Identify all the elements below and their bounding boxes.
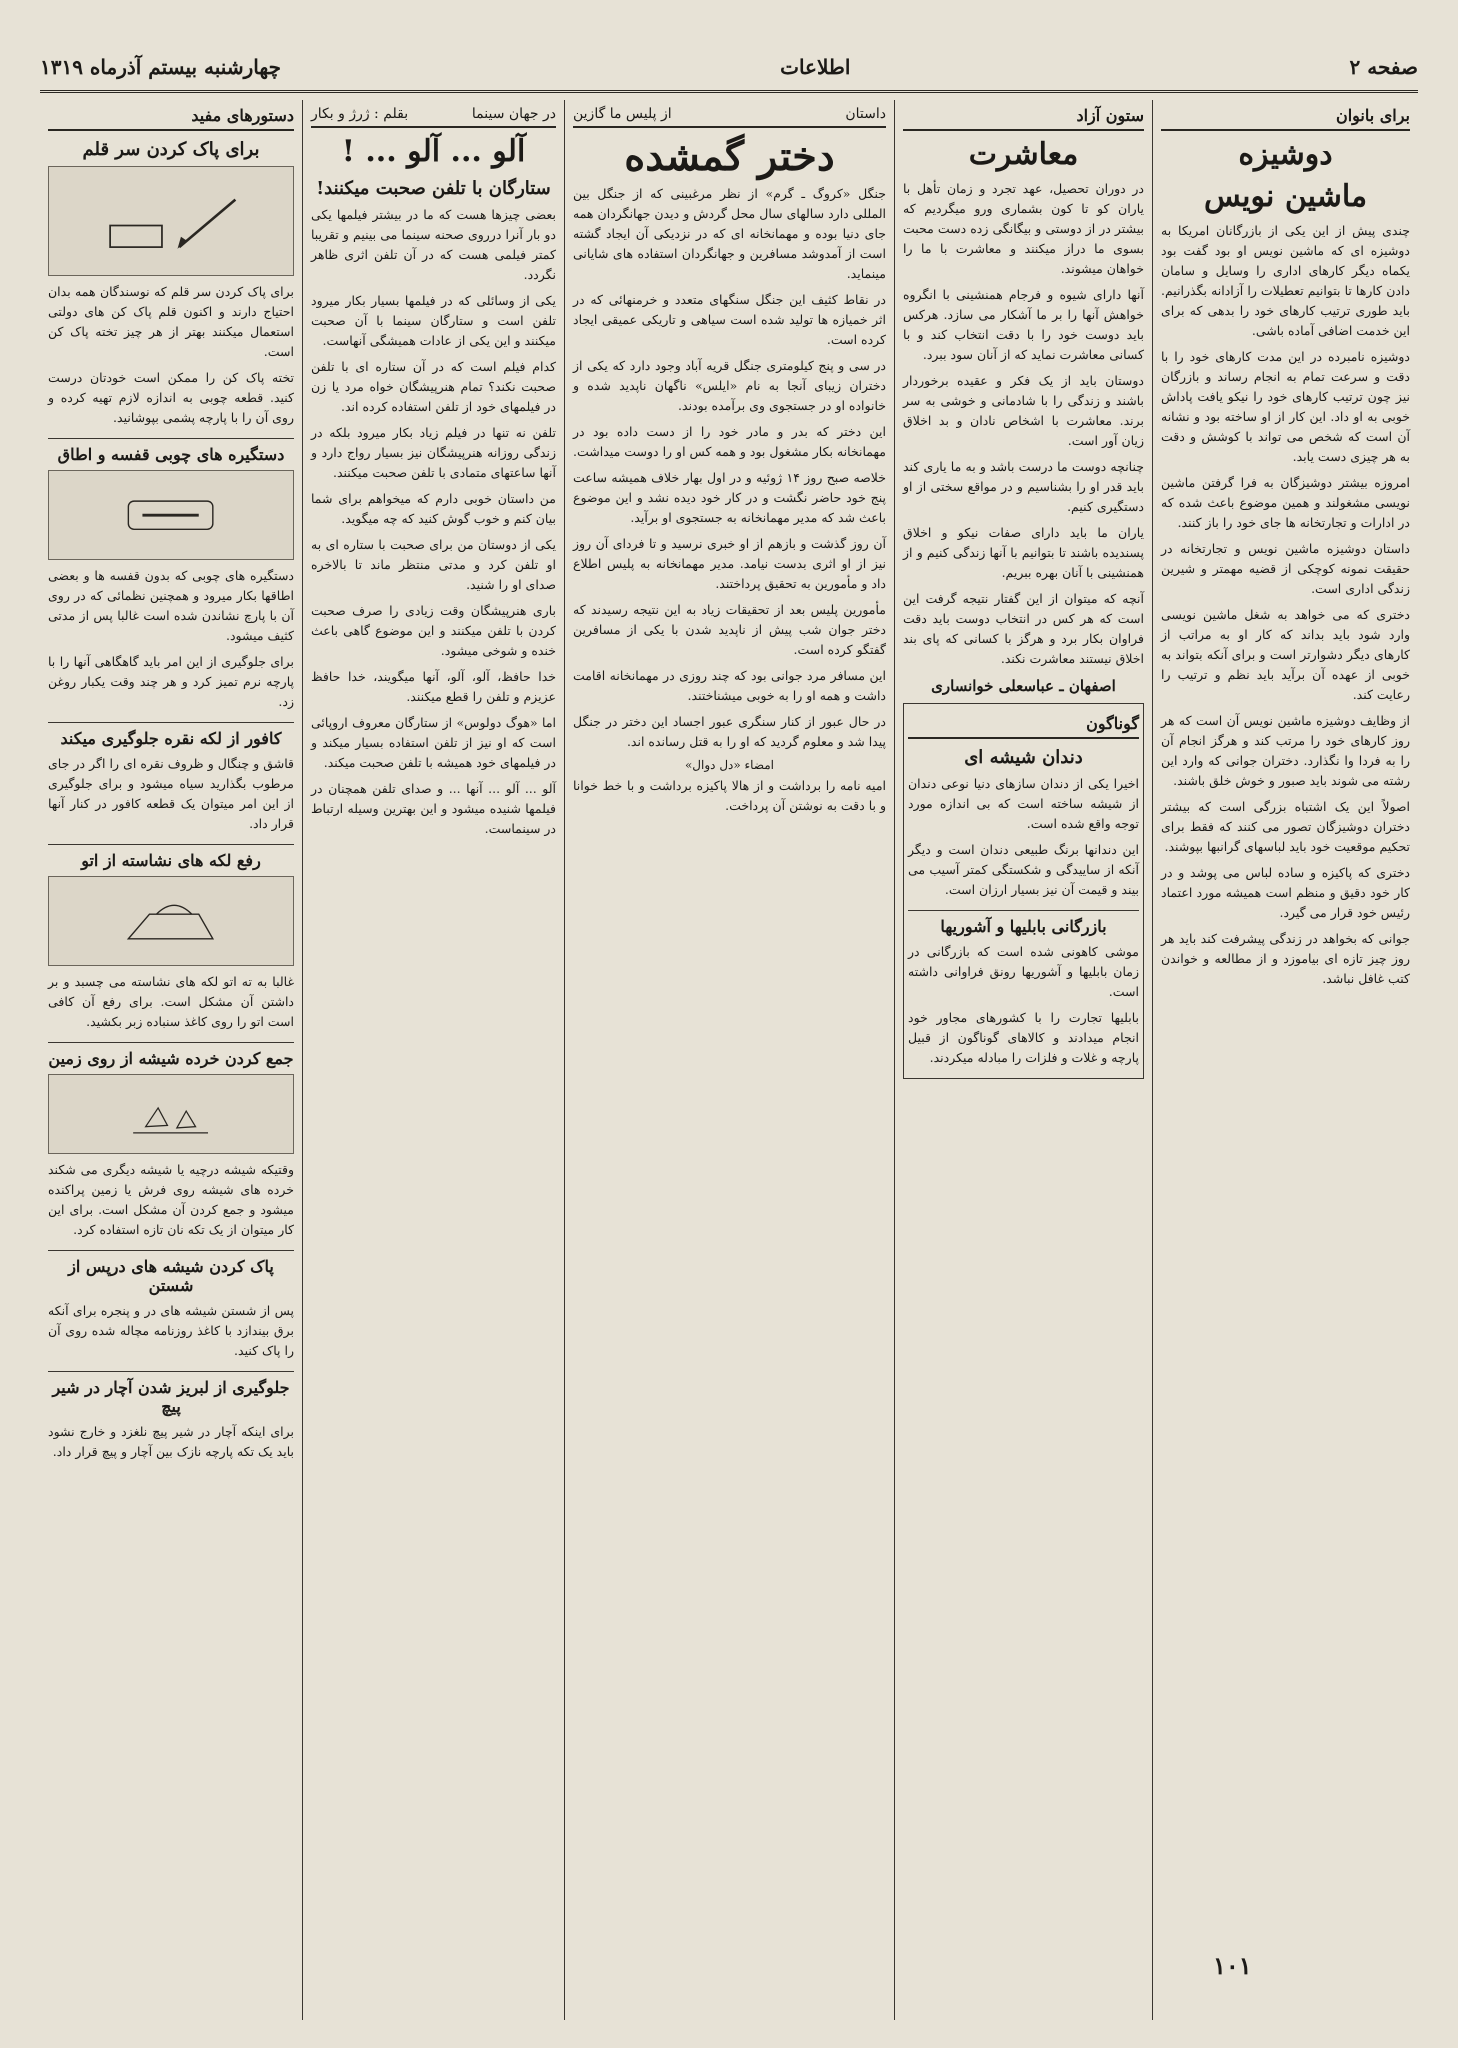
- paragraph: چندی پیش از این یکی از بازرگانان امریکا به دوشیزه ای که ماشین نویس او بود گفت بود یکماه دیگر کارهای اداری را وسایل و سامان دادن کارها تا بتوانیم تعطیلات را آزادانه بگذرانیم. باید طوری ترتیب کارهای خود را بدهی که برای این خدمت اضافی آماده باشی.: [1161, 223, 1410, 338]
- sign-off: امضاء «دل دوال»: [684, 758, 775, 772]
- paragraph: تلفن نه تنها در فیلم زیاد بکار میرود بلکه در زندگی روزانه هنرپیشگان نیز بسیار رواج دارد و آنها ساعتهای متمادی با تلفن صحبت میکنند.: [311, 425, 556, 480]
- paragraph: چنانچه دوست ما درست باشد و به ما یاری کند باید قدر او را بشناسیم و در مواقع سختی از او دستگیری کنیم.: [903, 459, 1144, 514]
- paragraph: یکی از وسائلی که در فیلمها بسیار بکار میرود تلفن است و ستارگان سینما با آن صحبت میکنند و این یکی از عادات همیشگی آنهاست.: [311, 293, 556, 348]
- paragraph: جوانی که بخواهد در زندگی پیشرفت کند باید هر روز چیز تازه ای بیاموزد و از مطالعه و خواندن کتب غافل نباشد.: [1161, 931, 1410, 986]
- headline-line-2: ماشین نویس: [1203, 179, 1368, 214]
- paragraph: دستگیره های چوبی که بدون قفسه ها و بعضی اطاقها بکار میرود و همچنین نظمائی که در روی آن با پارچ نشاندن شده است غالبا پس از مدتی کثیف میشود.: [48, 568, 294, 643]
- paragraph: در حال عبور از کنار سنگری عبور اجساد این دختر در جنگل پیدا شد و معلوم گردید که او را به قتل رسانده اند.: [573, 714, 886, 749]
- paragraph: آن روز گذشت و بازهم از او خبری نرسید و تا فردای آن روز نیز از او اثری بدست نیامد. مدیر مهمانخانه به پلیس اطلاع داد و مأمورین به تحقیق پرداختند.: [573, 536, 886, 591]
- section-label: در جهان سینما: [471, 106, 556, 122]
- paragraph: برای پاک کردن سر قلم که نوسندگان همه بدان احتیاج دارند و اکنون قلم پاک کن های دولتی استعمال میکنند بهتر از هر چیز تخته پاک کن است.: [48, 284, 294, 359]
- section-label: داستان: [845, 106, 886, 122]
- paragraph: خلاصه صبح روز ۱۴ ژوئیه و در اول بهار خلاف همیشه ساعت پنج خود حاضر نگشت و در کار خود دیده نشد و این موضوع باعث شد که مدیر مهمانخانه به جستجوی او برآید.: [573, 470, 886, 525]
- misc-label: گوناگون: [908, 708, 1139, 739]
- paragraph: جنگل «کروگ ـ گرم» از نظر مرغبینی که از جنگل بین المللی دارد سالهای سال محل گردش و دیدن جهانگردان همه جای دنیا بوده و مهمانخانه ای که در نزدیکی آن ایجاد گشته است از آمدوشد مسافرین و جهانگردان استفاده های شایانی مینماید.: [573, 186, 886, 281]
- paragraph: باری هنرپیشگان وقت زیادی را صرف صحبت کردن با تلفن میکنند و این موضوع گاهی باعث خنده و شوخی میشود.: [311, 603, 556, 658]
- paragraph: یکی از دوستان من برای صحبت با ستاره ای به او تلفن کرد و مدتی منتظر ماند تا بالاخره صدای او را شنید.: [311, 537, 556, 592]
- paragraph: دوستان باید از یک فکر و عقیده برخوردار باشند و زندگی را با شادمانی و خوشی به سر برند. معاشرت با اشخاص نادان و بد اخلاق زیان آور است.: [903, 373, 1144, 448]
- columns: [40, 100, 1418, 2020]
- story-header: [573, 100, 886, 128]
- misc-section: [903, 703, 1144, 1079]
- paragraph: آنچه که میتوان از این گفتار نتیجه گرفت این است که هر کس در انتخاب دوست باید دقت فراوان بکار برد و هرگز با کسانی که پای بند اخلاق نیستند معاشرت نکند.: [903, 591, 1144, 666]
- paragraph: امروزه بیشتر دوشیزگان به فرا گرفتن ماشین نویسی مشغولند و همین موضوع باعث شده که در ادارات و تجارتخانه ها جای خود را باز کنند.: [1161, 475, 1410, 530]
- author-signature: اصفهان ـ عباسعلی خوانساری: [931, 677, 1116, 695]
- issue-date: چهارشنبه بیستم آذرماه ۱۳۱۹: [40, 55, 281, 79]
- tip-heading: رفع لکه های نشاسته از اتو: [48, 844, 294, 870]
- headline: معاشرت: [968, 137, 1079, 172]
- cinema-header: [311, 100, 556, 128]
- paragraph: بعضی چیزها هست که ما در بیشتر فیلمها یکی دو بار آنرا درروی صحنه سینما می بینیم و تقریبا کمتر فیلمی هست که در آن تلفن اثری ظاهر نگردد.: [311, 207, 556, 282]
- story-column: [564, 100, 894, 2020]
- paragraph: این دختر که بدر و مادر خود را از دست داده بود در مهمانخانه بکار مشغول بود و همه کس او را دوست میداشت.: [573, 424, 886, 459]
- paragraph: یاران ما باید دارای صفات نیکو و اخلاق پسندیده باشند تا بتوانیم با آنها زندگی کنیم و از همنشینی با آنان بهره ببریم.: [903, 525, 1144, 580]
- tip-heading: دستگیره های چوبی قفسه و اطاق: [48, 438, 294, 464]
- paragraph: خدا حافظ، آلو، آلو، آنها میگویند، خدا حافظ عزیزم و تلفن را قطع میکنند.: [311, 669, 556, 704]
- headline: آلو ... آلو ... !: [341, 134, 526, 169]
- credit: بقلم : ژرژ و بکار: [311, 106, 409, 122]
- paragraph: این مسافر مرد جوانی بود که چند روزی در مهمانخانه اقامت داشت و همه او را به خوبی میشناختند.: [573, 668, 886, 703]
- paragraph: غالبا به ته اتو لکه های نشاسته می چسبد و بر داشتن آن مشکل است. برای رفع آن کافی است اتو را روی کاغذ سنباده زبر بکشید.: [48, 974, 294, 1029]
- paragraph: مأمورین پلیس بعد از تحقیقات زیاد به این نتیجه رسیدند که دختر جوان شب پیش از ناپدید شدن با یکی از مسافرین گفتگو کرده است.: [573, 602, 886, 657]
- paragraph: اخیرا یکی از دندان سازهای دنیا نوعی دندان از شیشه ساخته است که بی اندازه مورد توجه واقع شده است.: [908, 776, 1139, 831]
- section-label: برای بانوان: [1161, 100, 1410, 131]
- section-label: ستون آزاد: [903, 100, 1144, 131]
- section-label: دستورهای مفید: [48, 100, 294, 131]
- tip-heading: جلوگیری از لبریز شدن آچار در شیر پیچ: [48, 1371, 294, 1416]
- paragraph: آلو ... آلو ... آنها ... و صدای تلفن همچنان در فیلمها شنیده میشود و این بهترین وسیله ارتباط در سینماست.: [311, 781, 556, 836]
- paragraph: داستان دوشیزه ماشین نویس و تجارتخانه در حقیقت نمونه کوچکی از قضیه مهمتر و شیرین زندگی اداری است.: [1161, 541, 1410, 596]
- masthead: [40, 44, 1418, 93]
- paragraph: امیه نامه را برداشت و از هالا پاکیزه برداشت و با خط خوانا و با دقت به نوشتن آن پرداخت.: [573, 778, 886, 813]
- paragraph: دختری که می خواهد به شغل ماشین نویسی وارد شود باید بداند که کار او به مراتب از کارهای دیگر دشوارتر است و برای آنکه بتواند به خوبی از عهده آن برآید باید نظم و ترتیب را رعایت کند.: [1161, 607, 1410, 702]
- paragraph: من داستان خوبی دارم که میخواهم برای شما بیان کنم و خوب گوش کنید که چه میگوید.: [311, 491, 556, 526]
- glass-illustration: [48, 1074, 294, 1154]
- handle-icon: [73, 480, 268, 550]
- paragraph: برای جلوگیری از این امر باید گاهگاهی آنها را با پارچه نرم تمیز کرد و هر چند وقت یکبار روغن زد.: [48, 654, 294, 709]
- page-label: صفحه ۲: [1349, 55, 1418, 79]
- handle-illustration: [48, 470, 294, 560]
- free-column: [894, 100, 1152, 2020]
- tip-heading: پاک کردن شیشه های درپس از شستن: [48, 1250, 294, 1295]
- series-label: از پلیس ما گازین: [573, 106, 672, 122]
- misc-subheadline: بازرگانی بابلیها و آشوریها: [908, 910, 1139, 936]
- subheadline: ستارگان با تلفن صحبت میکنند!: [316, 178, 551, 199]
- cinema-column: [302, 100, 564, 2020]
- iron-illustration: [48, 876, 294, 966]
- paragraph: از وظایف دوشیزه ماشین نویس آن است که هر روز کارهای خود را مرتب کند و هرگز انجام آن را به فردا وا نگذارد. دختران جوانی که وارد این رشته می شوند باید صبور و خوش خلق باشند.: [1161, 713, 1410, 788]
- paragraph: بابلیها تجارت را با کشورهای مجاور خود انجام میدادند و کالاهای گوناگون از قبیل پارچه و غلات و فلزات را مبادله میکردند.: [908, 1010, 1139, 1065]
- headline-line-1: دوشیزه: [1238, 137, 1333, 172]
- tip-heading: کافور از لکه نقره جلوگیری میکند: [48, 722, 294, 748]
- headline: دختر گمشده: [624, 133, 835, 180]
- paragraph: اصولاً این یک اشتباه بزرگی است که بیشتر دختران دوشیزگان تصور می کنند که فقط برای تحکیم موقعیت خود باید لباسهای گرانبها بپوشند.: [1161, 799, 1410, 854]
- paragraph: در دوران تحصیل، عهد تجرد و زمان تأهل با یاران کو تا کون بشماری ورو میگردیم که بیشتر در از دوستی و بیگانگی زده دست محبت بسوی ما دراز میکنند و معاشرت با ما را خواهان میشوند.: [903, 181, 1144, 276]
- paragraph: دختری که پاکیزه و ساده لباس می پوشد و در کار خود دقیق و منظم است همیشه مورد اعتماد رئیس خود قرار می گیرد.: [1161, 865, 1410, 920]
- paragraph: وقتیکه شیشه درچیه یا شیشه دیگری می شکند خرده های شیشه روی فرش یا زمین پراکنده میشود و جمع کردن آن مشکل است. برای این کار میتوان از یک تکه نان تازه استفاده کرد.: [48, 1162, 294, 1237]
- paragraph: کدام فیلم است که در آن ستاره ای با تلفن صحبت نکند؟ تمام هنرپیشگان خواه مرد یا زن در فیلمهای خود از تلفن استفاده کرده اند.: [311, 359, 556, 414]
- tips-column: [40, 100, 302, 2020]
- iron-icon: [73, 886, 268, 956]
- paragraph: دوشیزه نامبرده در این مدت کارهای خود را با دقت و سرعت تمام به انجام رساند و بازرگان نیز چون ترتیب کارهای خود را نیکو یافت پاداش خوبی به او داد. این کار از او ساخته بود و نشانه آن است که شخص می تواند با کوشش و دقت به هر چیزی دست یابد.: [1161, 349, 1410, 464]
- pen-illustration: [48, 166, 294, 276]
- paragraph: این دندانها برنگ طبیعی دندان است و دیگر آنکه از ساییدگی و شکستگی کمتر آسیب می بیند و قیمت آن نیز بسیار ارزان است.: [908, 842, 1139, 897]
- paragraph: قاشق و چنگال و ظروف نقره ای را اگر در جای مرطوب بگذارید سیاه میشود و برای جلوگیری از این امر میتوان یک قطعه کافور در کنار آنها قرار داد.: [48, 756, 294, 831]
- paper-name: اطلاعات: [780, 55, 851, 79]
- pen-icon: [73, 178, 268, 264]
- paragraph: پس از شستن شیشه های در و پنجره برای آنکه برق بیندازد با کاغذ روزنامه مچاله شده روی آن را پاک کنید.: [48, 1303, 294, 1358]
- misc-headline: دندان شیشه ای: [964, 747, 1083, 768]
- women-column: [1152, 100, 1418, 2020]
- paragraph: آنها دارای شیوه و فرجام همنشینی با انگروه خواهش آنها را بر ما آشکار می سازد. هرکس باید دوست خود را با دقت انتخاب کند و با کسانی معاشرت نماید که از آنان سود ببرد.: [903, 287, 1144, 362]
- paragraph: موشی کاهونی شده است که بازرگانی در زمان بابلیها و آشوریها رونق فراوانی داشته است.: [908, 944, 1139, 999]
- page-number: ۱۰۱: [1213, 1951, 1252, 1980]
- headline: برای پاک کردن سر قلم: [82, 139, 260, 160]
- paragraph: در نقاط کثیف این جنگل سنگهای متعدد و خرمنهائی که در اثر خمیازه ها تولید شده است سیاهی و تاریکی عمیقی ایجاد کرده است.: [573, 292, 886, 347]
- paragraph: تخته پاک کن را ممکن است خودتان درست کنید. قطعه چوبی به اندازه لازم تهیه کرده و روی آن را با پارچه پشمی بپوشانید.: [48, 370, 294, 425]
- broken-glass-icon: [73, 1083, 268, 1145]
- paragraph: در سی و پنج کیلومتری جنگل قریه آباد وجود دارد که یکی از دختران زیبای آنجا به نام «ایلس» ناگهان ناپدید شده و خانواده او در جستجوی وی برآمده بودند.: [573, 358, 886, 413]
- tip-heading: جمع کردن خرده شیشه از روی زمین: [48, 1042, 294, 1068]
- paragraph: اما «هوگ دولوس» از ستارگان معروف اروپائی است که او نیز از تلفن استفاده بسیار میکند و در فیلمهای خود همیشه با تلفن صحبت میکند.: [311, 715, 556, 770]
- paragraph: برای اینکه آچار در شیر پیچ نلغزد و خارج نشود باید یک تکه پارچه نازک بین آچار و پیچ قرار داد.: [48, 1424, 294, 1459]
